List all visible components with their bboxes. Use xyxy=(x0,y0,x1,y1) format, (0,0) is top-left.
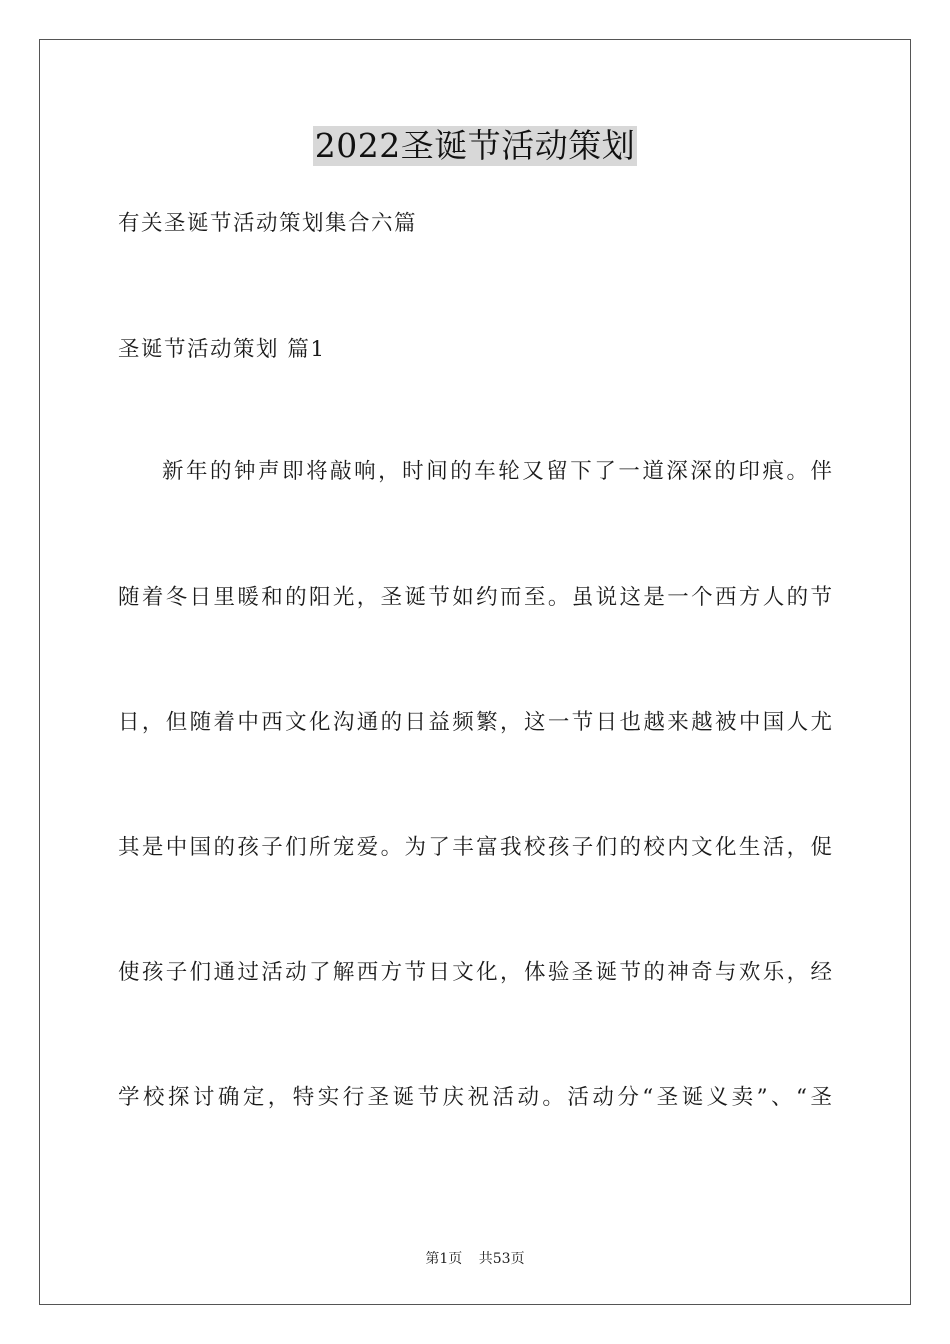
document-subtitle: 有关圣诞节活动策划集合六篇 xyxy=(118,211,418,236)
paragraph-line-2: 随着冬日里暖和的阳光，圣诞节如约而至。虽说这是一个西方人的节 xyxy=(118,585,832,610)
page-total: 共53页 xyxy=(478,1251,525,1267)
paragraph-line-1: 新年的钟声即将敲响，时间的车轮又留下了一道深深的印痕。伴 xyxy=(162,459,832,484)
section-heading: 圣诞节活动策划 篇1 xyxy=(118,337,326,362)
page-number: 第1页 xyxy=(425,1251,463,1267)
document-title: 2022圣诞节活动策划 xyxy=(314,126,636,165)
paragraph-line-3: 日，但随着中西文化沟通的日益频繁，这一节日也越来越被中国人尤 xyxy=(118,710,832,735)
paragraph-line-5: 使孩子们通过活动了解西方节日文化，体验圣诞节的神奇与欢乐，经 xyxy=(118,960,832,985)
paragraph-line-6: 学校探讨确定，特实行圣诞节庆祝活动。活动分“圣诞义卖”、“圣 xyxy=(118,1085,832,1110)
title-container xyxy=(0,126,950,166)
page-footer xyxy=(0,1248,950,1268)
paragraph-line-4: 其是中国的孩子们所宠爱。为了丰富我校孩子们的校内文化生活，促 xyxy=(118,835,832,860)
